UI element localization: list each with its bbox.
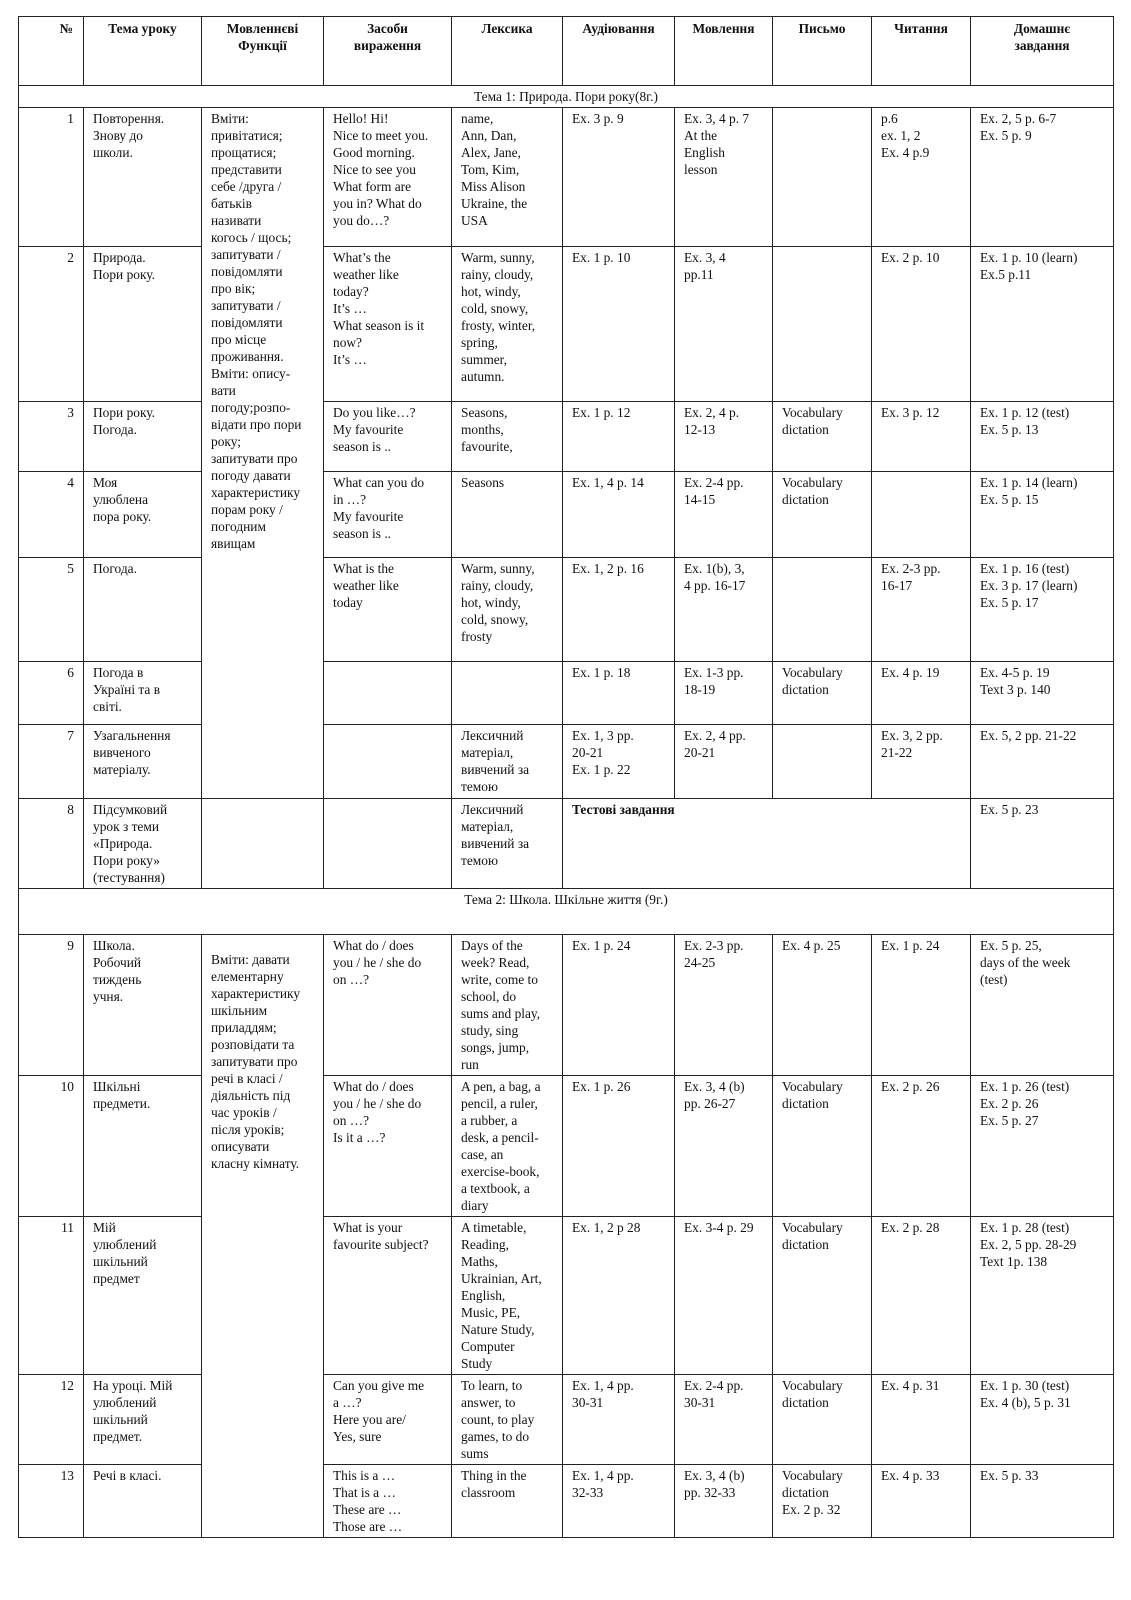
lesson-number: 11 [19, 1217, 84, 1375]
col-header-means: Засоби вираження [324, 17, 452, 86]
lesson-topic: Моя улюблена пора року. [84, 472, 202, 558]
lesson-topic: Узагальнення вивченого матеріалу. [84, 725, 202, 799]
speech-functions-empty [202, 799, 324, 889]
lesson-writing: Vocabulary dictation Ex. 2 p. 32 [773, 1465, 872, 1538]
lesson-number: 5 [19, 558, 84, 662]
lesson-number: 3 [19, 402, 84, 472]
lesson-homework: Ex. 1 p. 10 (learn) Ex.5 p.11 [971, 247, 1114, 402]
table-row [19, 1375, 1114, 1465]
lesson-speaking: Ex. 3, 4 pp.11 [675, 247, 773, 402]
lesson-speaking: Ex. 2, 4 pp. 20-21 [675, 725, 773, 799]
lesson-vocabulary: Seasons, months, favourite, [452, 402, 563, 472]
lesson-means [324, 799, 452, 889]
lesson-reading: Ex. 4 p. 33 [872, 1465, 971, 1538]
lesson-writing [773, 725, 872, 799]
lesson-writing: Vocabulary dictation [773, 1217, 872, 1375]
theme-2-title: Тема 2: Школа. Шкільне життя (9г.) [19, 889, 1114, 935]
lesson-reading: Ex. 3 p. 12 [872, 402, 971, 472]
lesson-speaking: Ex. 3, 4 (b) pp. 26-27 [675, 1076, 773, 1217]
lesson-listening: Ex. 1 p. 24 [563, 935, 675, 1076]
lesson-writing: Ex. 4 p. 25 [773, 935, 872, 1076]
lesson-reading: Ex. 2-3 pp. 16-17 [872, 558, 971, 662]
lesson-means [324, 662, 452, 725]
lesson-writing [773, 108, 872, 247]
lesson-homework: Ex. 2, 5 p. 6-7 Ex. 5 p. 9 [971, 108, 1114, 247]
lesson-vocabulary: Seasons [452, 472, 563, 558]
lesson-vocabulary [452, 662, 563, 725]
lesson-number: 4 [19, 472, 84, 558]
table-row [19, 725, 1114, 799]
lesson-vocabulary: Thing in the classroom [452, 1465, 563, 1538]
col-header-number: № [19, 17, 84, 86]
theme-title-row [19, 86, 1114, 108]
lesson-number: 1 [19, 108, 84, 247]
lesson-number: 2 [19, 247, 84, 402]
lesson-topic: Школа. Робочий тиждень учня. [84, 935, 202, 1076]
lesson-number: 12 [19, 1375, 84, 1465]
lesson-vocabulary: A timetable, Reading, Maths, Ukrainian, Art, English, Music, PE, Nature Study, Computer Study [452, 1217, 563, 1375]
lesson-vocabulary: Days of the week? Read, write, come to school, do sums and play, study, sing songs, jump, run [452, 935, 563, 1076]
lesson-means: This is a … That is a … These are … Those are … [324, 1465, 452, 1538]
col-header-reading: Читання [872, 17, 971, 86]
lesson-means: Hello! Hi! Nice to meet you. Good morning. Nice to see you What form are you in? What do you do…? [324, 108, 452, 247]
lesson-writing [773, 558, 872, 662]
lesson-reading: Ex. 3, 2 pp. 21-22 [872, 725, 971, 799]
lesson-speaking: Ex. 1(b), 3, 4 pp. 16-17 [675, 558, 773, 662]
table-row [19, 935, 1114, 1076]
col-header-topic: Тема уроку [84, 17, 202, 86]
speech-functions-theme-2: Вміти: давати елементарну характеристику шкільним приладдям; розповідати та запитувати про речі в класі / діяльність під час уроків / після уроків; описувати класну кімнату. [202, 935, 324, 1538]
lesson-listening: Ex. 1 p. 26 [563, 1076, 675, 1217]
col-header-writing: Письмо [773, 17, 872, 86]
lesson-homework: Ex. 1 p. 16 (test) Ex. 3 p. 17 (learn) Ex. 5 p. 17 [971, 558, 1114, 662]
col-header-listening: Аудіювання [563, 17, 675, 86]
lesson-speaking: Ex. 3, 4 p. 7 At the English lesson [675, 108, 773, 247]
lesson-number: 7 [19, 725, 84, 799]
theme-1-title: Тема 1: Природа. Пори року(8г.) [19, 86, 1114, 108]
lesson-homework: Ex. 1 p. 30 (test) Ex. 4 (b), 5 p. 31 [971, 1375, 1114, 1465]
lesson-reading: p.6 ex. 1, 2 Ex. 4 p.9 [872, 108, 971, 247]
lesson-listening: Ex. 1, 2 p 28 [563, 1217, 675, 1375]
lesson-listening: Ex. 1 p. 18 [563, 662, 675, 725]
lesson-homework: Ex. 5, 2 pp. 21-22 [971, 725, 1114, 799]
lesson-reading [872, 472, 971, 558]
lesson-vocabulary: Warm, sunny, rainy, cloudy, hot, windy, cold, snowy, frosty, winter, spring, summer, autumn. [452, 247, 563, 402]
lesson-listening: Ex. 1, 4 pp. 32-33 [563, 1465, 675, 1538]
lesson-speaking: Ex. 1-3 pp. 18-19 [675, 662, 773, 725]
lesson-vocabulary: Warm, sunny, rainy, cloudy, hot, windy, cold, snowy, frosty [452, 558, 563, 662]
lesson-reading: Ex. 4 p. 31 [872, 1375, 971, 1465]
lesson-topic: Пори року. Погода. [84, 402, 202, 472]
lesson-listening: Ex. 1, 3 pp. 20-21 Ex. 1 p. 22 [563, 725, 675, 799]
lesson-listening: Ex. 3 p. 9 [563, 108, 675, 247]
lesson-topic: Мій улюблений шкільний предмет [84, 1217, 202, 1375]
lesson-topic: Повторення. Знову до школи. [84, 108, 202, 247]
lesson-homework: Ex. 1 p. 28 (test) Ex. 2, 5 pp. 28-29 Text 1p. 138 [971, 1217, 1114, 1375]
lesson-homework: Ex. 1 p. 12 (test) Ex. 5 p. 13 [971, 402, 1114, 472]
lesson-speaking: Ex. 2, 4 p. 12-13 [675, 402, 773, 472]
lesson-speaking: Ex. 3, 4 (b) pp. 32-33 [675, 1465, 773, 1538]
lesson-means: What do / does you / he / she do on …? [324, 935, 452, 1076]
lesson-writing: Vocabulary dictation [773, 1375, 872, 1465]
lesson-homework: Ex. 5 p. 33 [971, 1465, 1114, 1538]
lesson-number: 8 [19, 799, 84, 889]
lesson-topic: Погода в Україні та в світі. [84, 662, 202, 725]
col-header-functions: Мовленнєві Функції [202, 17, 324, 86]
lesson-speaking: Ex. 2-4 pp. 30-31 [675, 1375, 773, 1465]
lesson-writing: Vocabulary dictation [773, 472, 872, 558]
lesson-means: What’s the weather like today? It’s … What season is it now? It’s … [324, 247, 452, 402]
table-row [19, 402, 1114, 472]
lesson-number: 6 [19, 662, 84, 725]
lesson-listening: Ex. 1, 2 p. 16 [563, 558, 675, 662]
header-row [19, 17, 1114, 86]
lesson-means: What is your favourite subject? [324, 1217, 452, 1375]
lesson-topic: Природа. Пори року. [84, 247, 202, 402]
lesson-reading: Ex. 2 p. 10 [872, 247, 971, 402]
lesson-means [324, 725, 452, 799]
lesson-speaking: Ex. 2-3 pp. 24-25 [675, 935, 773, 1076]
lesson-means: What do / does you / he / she do on …? Is it a …? [324, 1076, 452, 1217]
lesson-reading: Ex. 2 p. 28 [872, 1217, 971, 1375]
lesson-homework: Ex. 4-5 p. 19 Text 3 p. 140 [971, 662, 1114, 725]
table-row [19, 662, 1114, 725]
lesson-homework: Ex. 1 p. 26 (test) Ex. 2 p. 26 Ex. 5 p. 27 [971, 1076, 1114, 1217]
table-row [19, 472, 1114, 558]
lesson-reading: Ex. 2 p. 26 [872, 1076, 971, 1217]
table-row [19, 1465, 1114, 1538]
table-row [19, 1076, 1114, 1217]
col-header-speaking: Мовлення [675, 17, 773, 86]
lesson-writing [773, 247, 872, 402]
lesson-listening: Ex. 1, 4 pp. 30-31 [563, 1375, 675, 1465]
lesson-topic: На уроці. Мій улюблений шкільний предмет. [84, 1375, 202, 1465]
lesson-vocabulary: Лексичний матеріал, вивчений за темою [452, 725, 563, 799]
lesson-vocabulary: Лексичний матеріал, вивчений за темою [452, 799, 563, 889]
lesson-listening: Ex. 1 p. 12 [563, 402, 675, 472]
lesson-speaking: Ex. 2-4 pp. 14-15 [675, 472, 773, 558]
lesson-vocabulary: name, Ann, Dan, Alex, Jane, Tom, Kim, Miss Alison Ukraine, the USA [452, 108, 563, 247]
table-row [19, 247, 1114, 402]
lesson-reading: Ex. 1 p. 24 [872, 935, 971, 1076]
lesson-speaking: Ex. 3-4 p. 29 [675, 1217, 773, 1375]
lesson-means: What is the weather like today [324, 558, 452, 662]
speech-functions-theme-1: Вміти: привітатися; прощатися; представити себе /друга / батьків називати когось / щось; запитувати / повідомляти про вік; запитувати / повідомляти про місце проживання. Вміти: опису- вати погоду;розпо- відати про пори року; запитувати про погоду давати характеристику порам року / погодним явищам [202, 108, 324, 799]
lesson-topic: Речі в класі. [84, 1465, 202, 1538]
lesson-homework: Ex. 5 p. 23 [971, 799, 1114, 889]
col-header-homework: Домашнє завдання [971, 17, 1114, 86]
lesson-topic: Шкільні предмети. [84, 1076, 202, 1217]
lesson-plan-table [18, 16, 1114, 1538]
lesson-topic: Підсумковий урок з теми «Природа. Пори року» (тестування) [84, 799, 202, 889]
lesson-means: Can you give me a …? Here you are/ Yes, sure [324, 1375, 452, 1465]
lesson-writing: Vocabulary dictation [773, 1076, 872, 1217]
lesson-writing: Vocabulary dictation [773, 662, 872, 725]
lesson-listening: Ex. 1, 4 p. 14 [563, 472, 675, 558]
table-row [19, 799, 1114, 889]
test-tasks: Тестові завдання [563, 799, 971, 889]
lesson-vocabulary: A pen, a bag, a pencil, a ruler, a rubber, a desk, a pencil- case, an exercise-book, a textbook, a diary [452, 1076, 563, 1217]
lesson-writing: Vocabulary dictation [773, 402, 872, 472]
lesson-number: 10 [19, 1076, 84, 1217]
lesson-homework: Ex. 5 p. 25, days of the week (test) [971, 935, 1114, 1076]
lesson-topic: Погода. [84, 558, 202, 662]
table-row [19, 1217, 1114, 1375]
table-row [19, 558, 1114, 662]
lesson-vocabulary: To learn, to answer, to count, to play games, to do sums [452, 1375, 563, 1465]
table-row [19, 108, 1114, 247]
col-header-vocabulary: Лексика [452, 17, 563, 86]
lesson-means: Do you like…? My favourite season is .. [324, 402, 452, 472]
theme-title-row [19, 889, 1114, 935]
lesson-number: 9 [19, 935, 84, 1076]
lesson-reading: Ex. 4 p. 19 [872, 662, 971, 725]
lesson-listening: Ex. 1 p. 10 [563, 247, 675, 402]
lesson-number: 13 [19, 1465, 84, 1538]
lesson-homework: Ex. 1 p. 14 (learn) Ex. 5 p. 15 [971, 472, 1114, 558]
lesson-means: What can you do in …? My favourite season is .. [324, 472, 452, 558]
